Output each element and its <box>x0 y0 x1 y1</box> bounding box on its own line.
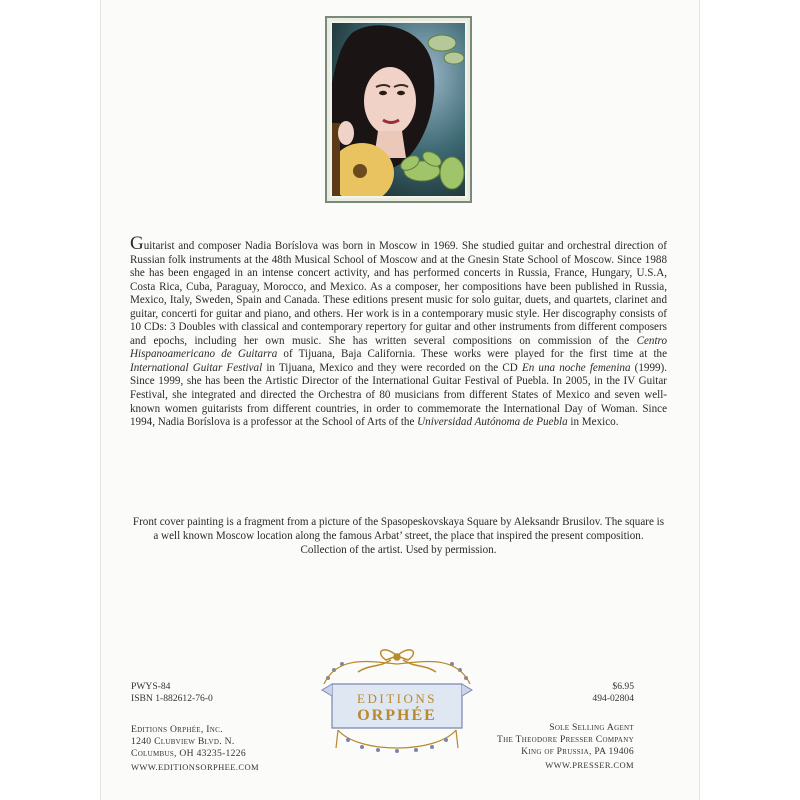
catalog-info <box>131 681 213 705</box>
bio-part-2: of Tijuana, Baja California. These works were played for the first time at the <box>277 348 667 361</box>
bio-part-1: uitarist and composer Nadia Boríslova was born in Moscow in 1969. She studied guitar and orchestral direction of Russian folk instruments at the 48th Musical School of Moscow and at the Gnesin State School of Moscow. Since 1988 she has been engaged in an intense concert activity, and has performed concerts in Russia, France, Hungary, U.S.A, Costa Rica, Cuba, Paraguay, Morocco, and Mexico. As a composer, her compositions have been published in Russia, Mexico, Italy, Sweden, Spain and Canada. These editions present music for solo guitar, duets, and quartets, clarinet and guitar, concerti for guitar and piano, and others. Her work is in a contemporary music style. Her discography consists of 10 CDs: 3 Doubles with classical and contemporary repertory for guitar and other instruments from different composers and epochs, including her own music. She has written several compositions on commission of the <box>130 240 667 347</box>
publisher-name: Editions Orphée, Inc. <box>131 724 223 735</box>
bio-part-5: in Mexico. <box>567 416 619 429</box>
catalog-number: PWYS-84 <box>131 681 171 692</box>
cover-caption: Front cover painting is a fragment from a picture of the Spasopeskovskaya Square by Aleksandr Brusilov. The square is a well known Moscow location along the famous Arbat’ street, the place that inspired the present composition. Collection of the artist. Used by permission. <box>132 516 665 556</box>
agent-url: WWW.PRESSER.COM <box>545 759 634 770</box>
bio-part-3: in Tijuana, Mexico and they were recorded on the CD <box>262 361 522 374</box>
bio-italic-3: En una noche femenina <box>521 361 631 374</box>
isbn: ISBN 1-882612-76-0 <box>131 693 213 705</box>
agent-name: The Theodore Presser Company <box>496 734 634 746</box>
selling-agent <box>497 722 634 771</box>
publisher-url: WWW.EDITIONSORPHEE.COM <box>131 761 259 772</box>
portrait-photo <box>325 16 472 203</box>
agent-label: Sole Selling Agent <box>549 722 634 733</box>
publisher-street: 1240 Clubview Blvd. N. <box>131 736 235 748</box>
biography-text <box>130 233 668 430</box>
bio-part-4: (1999). Since 1999, she has been the Artistic Director of the International Guitar Festival of Puebla. In 2005, in the IV Guitar Festival, she integrated and directed the Orchestra of 80 musicians from different States of Mexico and seven well-known women guitarists from different countries, in order to commemorate the International Day of Woman. Since 1994, Nadia Boríslova is a professor at the School of Arts of the <box>130 361 668 429</box>
dropcap: G <box>130 233 144 254</box>
publisher-logo <box>318 644 476 760</box>
logo-line-2: ORPHÉE <box>357 707 437 724</box>
price: $6.95 <box>612 681 634 692</box>
agent-city: King of Prussia, PA 19406 <box>521 746 634 758</box>
publisher-address <box>131 724 259 773</box>
publisher-city: Columbus, OH 43235-1226 <box>131 748 246 760</box>
bio-italic-1: Centro Hispanoamericano de Guitarra <box>130 334 667 361</box>
logo-line-1: EDITIONS <box>357 691 437 706</box>
bio-italic-4: Universidad Autónoma de Puebla <box>417 416 568 429</box>
portrait-photo-icon <box>332 23 465 196</box>
product-code: 494-02804 <box>592 693 634 705</box>
bio-italic-2: International Guitar Festival <box>130 361 263 374</box>
price-info <box>592 681 634 705</box>
